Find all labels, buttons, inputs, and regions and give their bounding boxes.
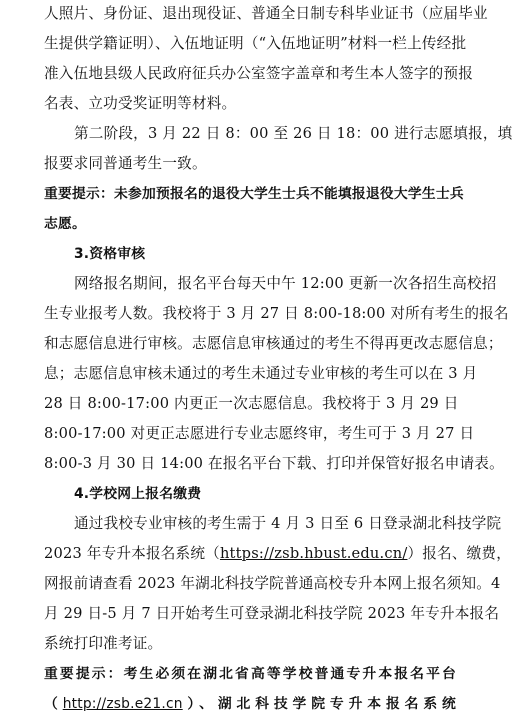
text-line: 8:00-3 月 30 日 14:00 在报名平台下载、打印并保管好报名申请表。 (44, 455, 504, 472)
text-line: 和志愿信息进行审核。志愿信息审核通过的考生不得再更改志愿信息； (44, 335, 503, 352)
text-line: 息；志愿信息审核未通过的考生未通过专业审核的考生可以在 3 月 (44, 365, 478, 382)
text-line: 28 日 8:00-17:00 内更正一次志愿信息。我校将于 3 月 29 日 (44, 395, 459, 412)
text-line: 月 29 日-5 月 7 日开始考生可登录湖北科技学院 2023 年专升本报名 (44, 605, 500, 622)
text-line: 通过我校专业审核的考生需于 4 月 3 日至 6 日登录湖北科技学院 (74, 515, 502, 532)
text-line: 人照片、身份证、退出现役证、普通全日制专科毕业证书（应届毕业 (44, 5, 488, 22)
important-note: 重要提示：未参加预报名的退役大学生士兵不能填报退役大学生士兵 (44, 186, 464, 202)
e21-link[interactable]: http://zsb.e21.cn (62, 696, 183, 712)
important-note: 重要提示：考生必须在湖北省高等学校普通专升本报名平台 (44, 666, 456, 682)
text-line: 生专业报考人数。我校将于 3 月 27 日 8:00-18:00 对所有考生的报名 (44, 305, 509, 322)
section-heading: 4.学校网上报名缴费 (74, 486, 202, 502)
text-line: 生提供学籍证明）、入伍地证明（“入伍地证明”材料一栏上传经批 (44, 35, 467, 52)
text-line: 网报前请查看 2023 年湖北科技学院普通高校专升本网上报名须知。4 (44, 575, 501, 592)
text-line: 报要求同普通考生一致。 (44, 155, 207, 172)
text-segment: ）报名、缴费， (407, 545, 512, 562)
important-note: 志愿。 (44, 216, 86, 232)
text-segment: ）、湖北科技学院专升本报名系统 (182, 696, 456, 712)
hbust-link[interactable]: https://zsb.hbust.edu.cn/ (219, 545, 408, 562)
text-line: 准入伍地县级人民政府征兵办公室签字盖章和考生本人签字的预报 (44, 65, 474, 82)
text-line: 系统打印准考证。 (44, 635, 163, 652)
important-note (44, 694, 456, 714)
text-line (44, 544, 512, 564)
text-segment: 2023 年专升本报名系统（ (44, 545, 220, 562)
section-heading: 3.资格审核 (74, 246, 146, 262)
text-line: 第二阶段，3 月 22 日 8：00 至 26 日 18：00 进行志愿填报，填 (74, 125, 512, 142)
text-line: 8:00-17:00 对更正志愿进行专业志愿终审，考生可于 3 月 27 日 (44, 425, 475, 442)
text-line: 网络报名期间，报名平台每天中午 12:00 更新一次各招生高校招 (74, 275, 497, 292)
text-segment: （ (44, 696, 63, 712)
text-line: 名表、立功受奖证明等材料。 (44, 95, 237, 112)
